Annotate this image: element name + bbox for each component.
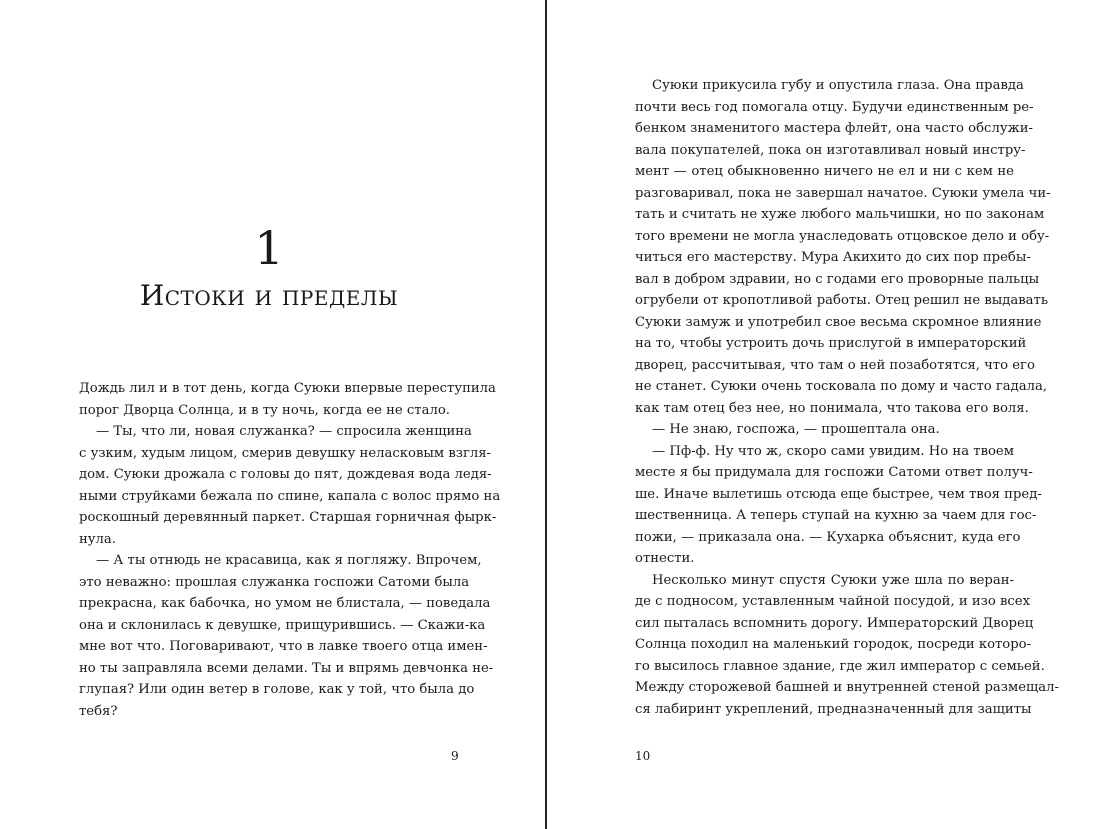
text-line: мне вот что. Поговаривают, что в лавке твоего отца имен-: [79, 639, 488, 654]
text-line: как там отец без нее, но понимала, что такова его воля.: [635, 400, 1029, 416]
text-line: но ты заправляла всеми делами. Ты и впрямь девчонка не-: [79, 660, 494, 676]
chapter-title: Истоки и пределы: [139, 279, 399, 312]
text-line: того времени не могла унаследовать отцовское дело и обу-: [635, 228, 1050, 244]
text-line: сил пыталась вспомнить дорогу. Императорский Дворец: [635, 615, 1034, 631]
text-line: разговаривал, пока не завершал начатое. Суюки умела чи-: [635, 185, 1051, 201]
text-line: тебя?: [79, 703, 118, 719]
text-line: почти весь год помогала отцу. Будучи единственным ре-: [635, 99, 1034, 115]
text-line: Суюки прикусила губу и опустила глаза. Она правда: [652, 78, 1024, 93]
right-page: [547, 0, 1093, 829]
text-line: пожи, — приказала она. — Кухарка объяснит, куда его: [635, 529, 1021, 545]
text-line: на то, чтобы устроить дочь прислугой в императорский: [635, 336, 1027, 351]
text-line: вала покупателей, пока он изготавливал новый инстру-: [635, 142, 1026, 158]
text-line: не станет. Суюки очень тосковала по дому и часто гадала,: [635, 379, 1048, 394]
text-line: дом. Суюки дрожала с головы до пят, дождевая вода ледя-: [79, 467, 492, 482]
text-line: Солнца походил на маленький городок, посреди которо-: [635, 637, 1032, 652]
text-line: — Ты, что ли, новая служанка? — спросила женщина: [96, 424, 472, 439]
text-line: Между сторожевой башней и внутренней стеной размещал-: [635, 680, 1060, 695]
text-line: с узким, худым лицом, смерив девушку неласковым взгля-: [79, 445, 491, 461]
text-line: Несколько минут спустя Суюки уже шла по веран-: [652, 572, 1014, 588]
text-line: — А ты отнюдь не красавица, как я погляжу. Впрочем,: [96, 553, 482, 568]
text-line: ся лабиринт укреплений, предназначенный для защиты: [635, 701, 1032, 717]
page-number-left: 9: [451, 749, 459, 763]
text-line: отнести.: [635, 551, 695, 566]
text-line: ше. Иначе вылетишь отсюда еще быстрее, чем твоя пред-: [635, 486, 1042, 502]
text-line: Дождь лил и в тот день, когда Суюки впервые переступила: [79, 381, 496, 396]
text-line: мент — отец обыкновенно ничего не ел и ни с кем не: [635, 164, 1014, 179]
text-line: это неважно: прошлая служанка госпожи Сатоми была: [79, 574, 470, 590]
page-number-right: 10: [635, 749, 651, 763]
left-page: [0, 0, 545, 829]
text-line: она и склонилась к девушке, прищурившись. — Скажи-ка: [79, 617, 486, 633]
text-line: порог Дворца Солнца, и в ту ночь, когда ее не стало.: [79, 402, 450, 418]
text-line: го высилось главное здание, где жил император с семьей.: [635, 658, 1045, 674]
text-line: нула.: [79, 531, 116, 547]
text-line: вал в добром здравии, но с годами его проворные пальцы: [635, 271, 1040, 287]
text-line: бенком знаменитого мастера флейт, она часто обслужи-: [635, 121, 1033, 136]
text-line: дворец, рассчитывая, что там о ней позаботятся, что его: [635, 357, 1035, 373]
text-line: месте я бы придумала для госпожи Сатоми ответ получ-: [635, 465, 1033, 480]
text-line: роскошный деревянный паркет. Старшая горничная фырк-: [79, 510, 497, 525]
text-line: тать и считать не хуже любого мальчишки, но по законам: [635, 207, 1045, 222]
text-line: глупая? Или один ветер в голове, как у той, что была до: [79, 682, 475, 697]
text-line: Суюки замуж и употребил свое весьма скромное влияние: [635, 314, 1042, 330]
text-line: — Не знаю, госпожа, — прошептала она.: [652, 422, 940, 437]
text-line: шественница. А теперь ступай на кухню за чаем для гос-: [635, 508, 1037, 523]
text-line: прекрасна, как бабочка, но умом не блистала, — поведала: [79, 596, 491, 611]
left-page-body: [79, 378, 501, 722]
chapter-number: 1: [254, 221, 284, 275]
text-line: — Пф-ф. Ну что ж, скоро сами увидим. Но на твоем: [652, 443, 1014, 459]
text-line: ными струйками бежала по спине, капала с волос прямо на: [79, 488, 501, 504]
text-line: огрубели от кропотливой работы. Отец решил не выдавать: [635, 293, 1048, 308]
text-line: де с подносом, уставленным чайной посудой, и изо всех: [635, 594, 1031, 609]
text-line: читься его мастерству. Мура Акихито до сих пор пребы-: [635, 250, 1031, 265]
right-page-body: [635, 75, 1060, 720]
